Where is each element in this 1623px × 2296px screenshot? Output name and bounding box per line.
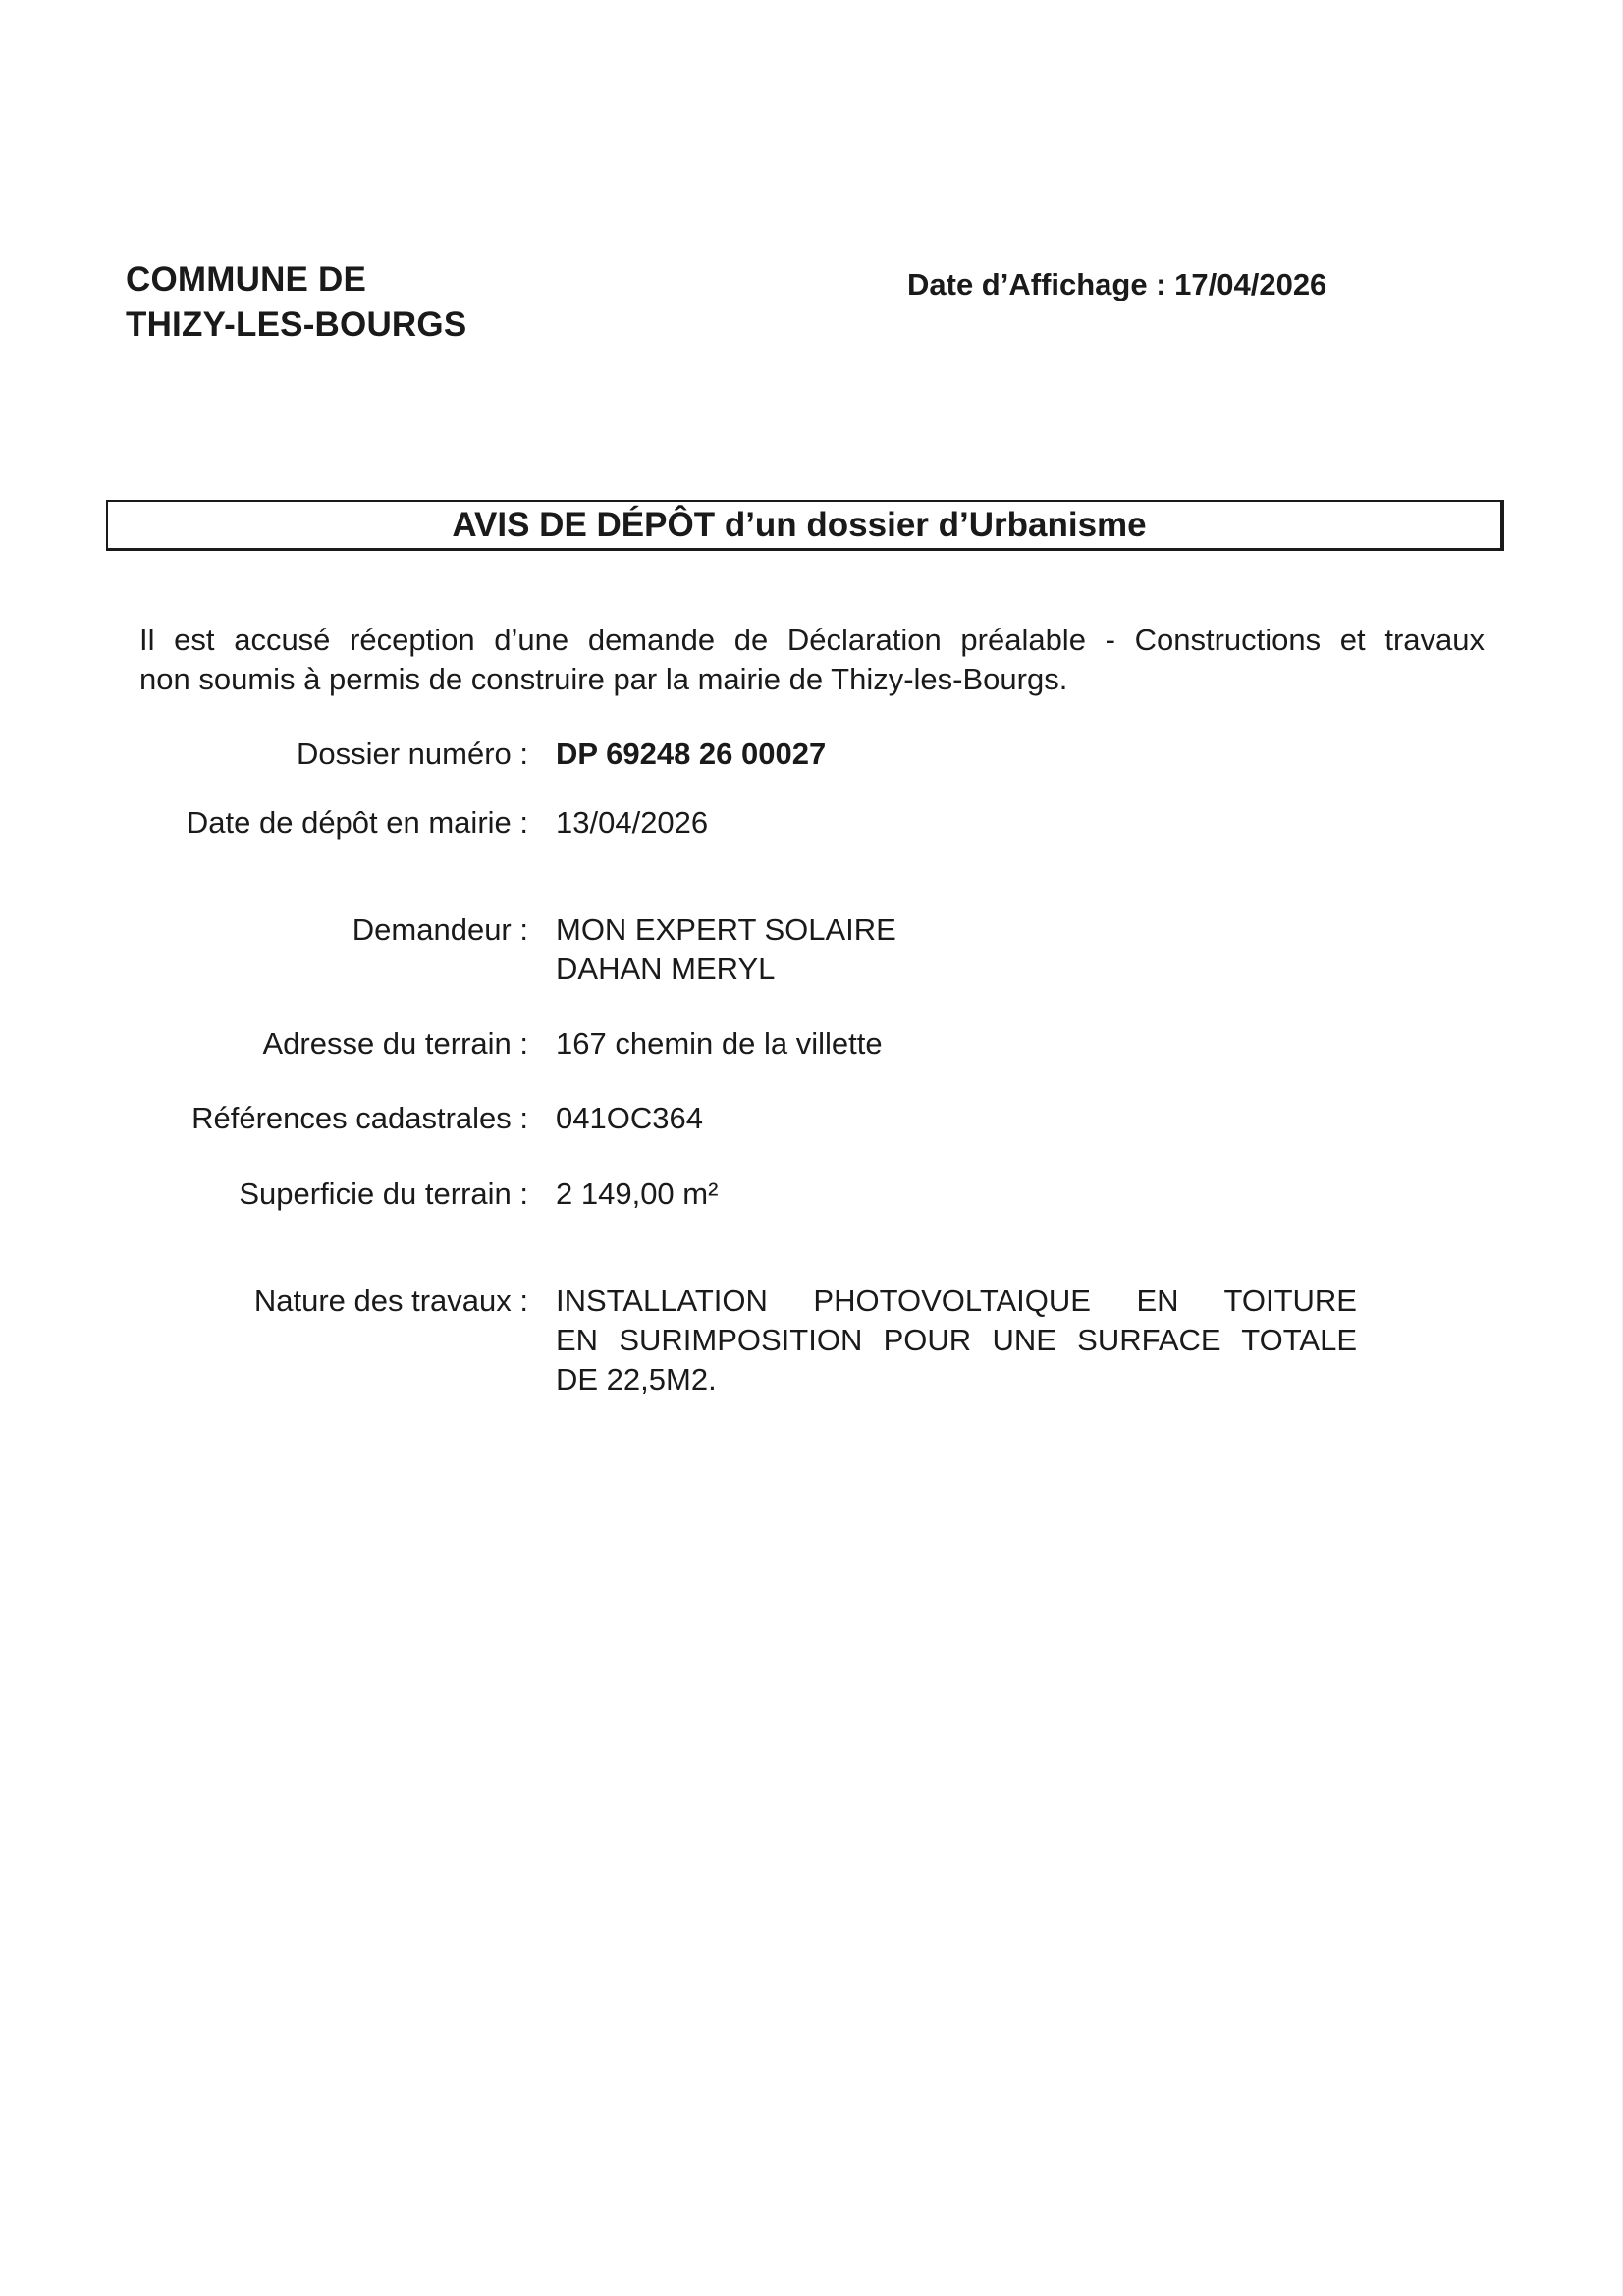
commune-line-1: COMMUNE DE	[126, 260, 367, 299]
dossier-label: Dossier numéro :	[296, 737, 528, 771]
document-title: AVIS DE DÉPÔT d’un dossier d’Urbanisme	[452, 505, 1147, 544]
nature-line-1: INSTALLATION PHOTOVOLTAIQUE EN TOITURE	[556, 1284, 1357, 1318]
references-label: Références cadastrales :	[191, 1101, 528, 1135]
date-depot-value: 13/04/2026	[556, 805, 709, 840]
adresse-label: Adresse du terrain :	[262, 1026, 528, 1061]
intro-line-1: Il est accusé réception d’une demande de Déclaration préalable - Constructions et travaux	[139, 623, 1485, 657]
demandeur-value	[556, 910, 896, 989]
commune-line-2: THIZY-LES-BOURGS	[126, 305, 467, 344]
demandeur-label: Demandeur :	[352, 912, 528, 947]
superficie-label: Superficie du terrain :	[239, 1176, 528, 1211]
nature-value	[556, 1282, 1357, 1399]
dossier-value: DP 69248 26 00027	[556, 737, 827, 771]
intro-paragraph	[139, 621, 1485, 699]
date-depot-label: Date de dépôt en mairie :	[186, 805, 528, 840]
adresse-value: 167 chemin de la villette	[556, 1026, 883, 1061]
demandeur-line-1: MON EXPERT SOLAIRE	[556, 912, 896, 947]
nature-line-3: DE 22,5M2.	[556, 1362, 717, 1396]
nature-line-2: EN SURIMPOSITION POUR UNE SURFACE TOTALE	[556, 1323, 1357, 1357]
date-affichage: Date d’Affichage : 17/04/2026	[907, 267, 1327, 301]
commune-name	[126, 257, 466, 348]
intro-line-2: non soumis à permis de construire par la mairie de Thizy-les-Bourgs.	[139, 662, 1068, 696]
superficie-value: 2 149,00 m²	[556, 1176, 719, 1211]
nature-label: Nature des travaux :	[253, 1284, 528, 1318]
demandeur-line-2: DAHAN MERYL	[556, 952, 776, 986]
title-box	[106, 500, 1504, 551]
references-value: 041OC364	[556, 1101, 703, 1135]
